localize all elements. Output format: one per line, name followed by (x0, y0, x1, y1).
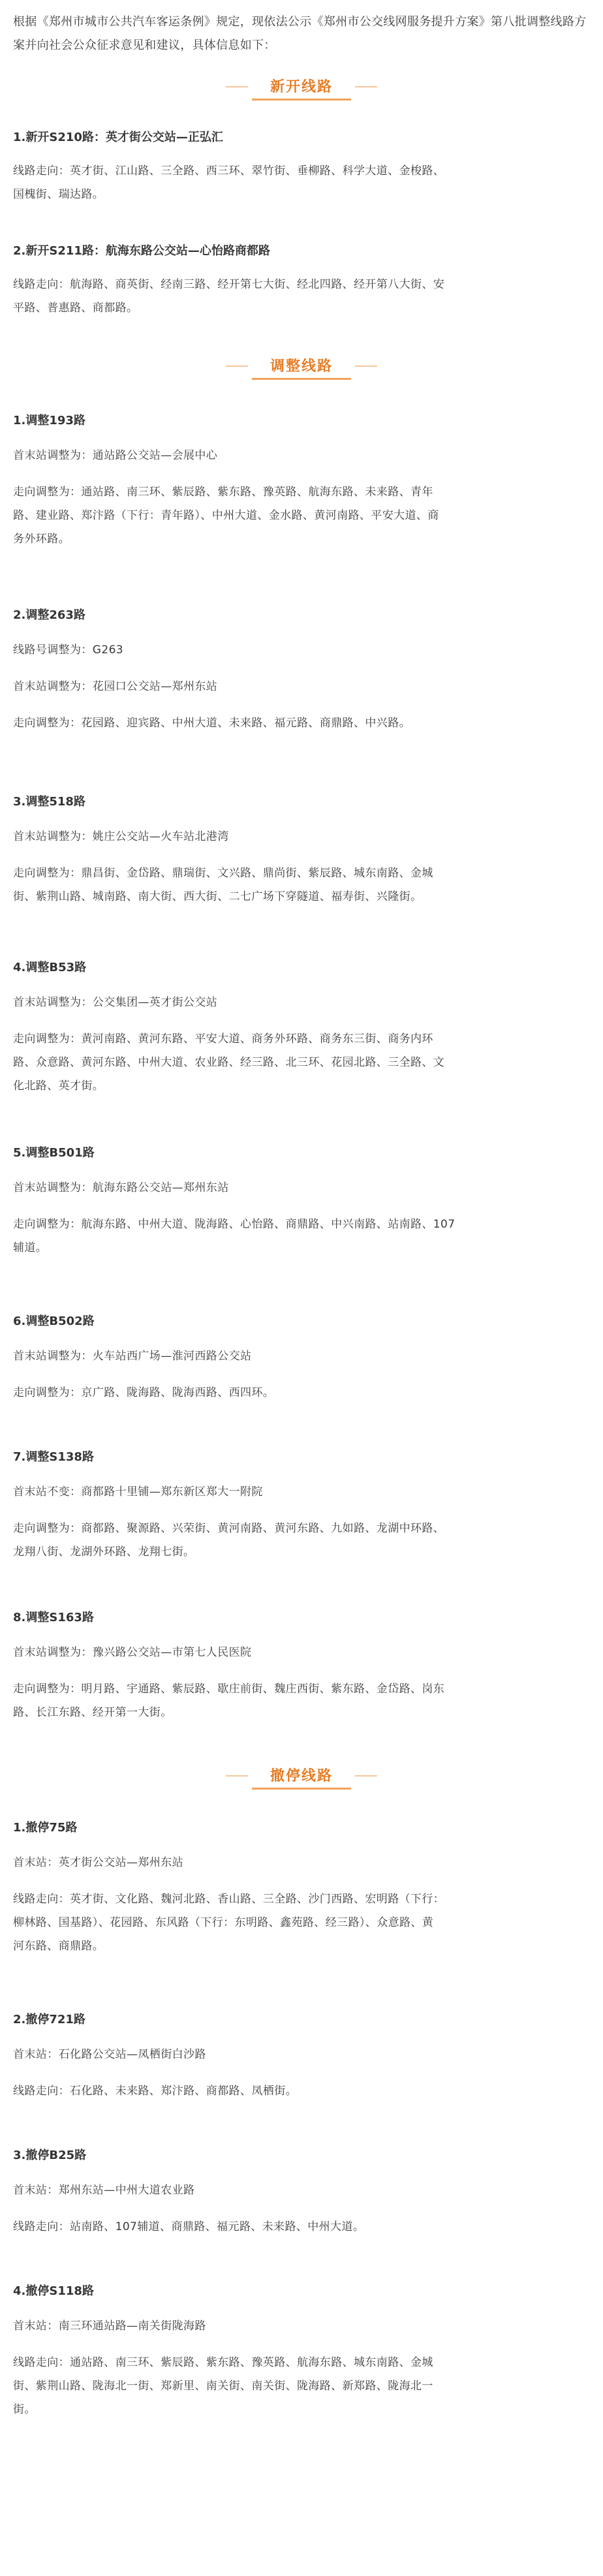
section-title-adjust: 调整线路 (252, 352, 351, 380)
route-line: 线路走向：英才街、江山路、三全路、西三环、翠竹街、垂柳路、科学大道、金梭路、 (13, 164, 445, 178)
route-line: 线路走向：石化路、未来路、郑汴路、商都路、凤栖街。 (13, 2085, 297, 2098)
route-line: 走向调整为：商都路、聚源路、兴荣街、黄河南路、黄河东路、九如路、龙湖中环路、 (13, 1522, 445, 1535)
route-title: 2.调整263路 (13, 608, 85, 622)
route-line: 路、众意路、黄河东路、中州大道、农业路、经三路、北三环、花园北路、三全路、文 (13, 1056, 445, 1069)
route-line: 线路走向：通站路、南三环、紫辰路、紫东路、豫英路、航海东路、城东南路、金城 (13, 2356, 433, 2369)
route-title: 2.撤停721路 (13, 2013, 85, 2026)
route-line: 务外环路。 (13, 533, 70, 546)
route-title: 3.调整518路 (13, 795, 85, 809)
route-title: 1.新开S210路：英才街公交站—正弘汇 (13, 131, 223, 144)
route-line: 街、紫荆山路、城南路、南大街、西大街、二七广场下穿隧道、福寿街、兴隆街。 (13, 890, 422, 903)
route-title: 3.撤停B25路 (13, 2149, 87, 2162)
route-title: 1.调整193路 (13, 414, 85, 427)
route-title: 4.撤停S118路 (13, 2284, 94, 2298)
route-line: 辅道。 (13, 1241, 48, 1254)
route-line: 首末站调整为：姚庄公交站—火车站北港湾 (13, 830, 229, 843)
route-line: 街、紫荆山路、陇海北一街、郑新里、南关街、南关街、陇海路、新郑路、陇海北一 (13, 2380, 433, 2393)
route-line: 首末站调整为：公交集团—英才街公交站 (13, 996, 218, 1009)
route-line: 首末站：郑州东站—中州大道农业路 (13, 2184, 195, 2197)
route-line: 街。 (13, 2403, 36, 2416)
route-line: 首末站：石化路公交站—凤栖街白沙路 (13, 2048, 206, 2061)
section-title-new: 新开线路 (252, 73, 351, 101)
route-line: 走向调整为：鼎昌街、金岱路、鼎瑞街、文兴路、鼎尚街、紫辰路、城东南路、金城 (13, 867, 433, 880)
route-line: 走向调整为：花园路、迎宾路、中州大道、未来路、福元路、商鼎路、中兴路。 (13, 717, 410, 730)
route-line: 首末站调整为：航海东路公交站—郑州东站 (13, 1181, 229, 1194)
adjust-routes-header (13, 352, 590, 380)
route-line: 龙翔八街、龙湖外环路、龙翔七街。 (13, 1545, 195, 1559)
route-line: 首末站调整为：火车站西广场—淮河西路公交站 (13, 1350, 252, 1363)
adjust-route-b502 (13, 1312, 590, 1404)
suspend-route-75 (13, 1818, 590, 1958)
new-route-1 (13, 128, 590, 206)
route-title: 7.调整S138路 (13, 1450, 94, 1464)
route-line: 线路走向：航海路、商英街、经南三路、经开第七大街、经北四路、经开第八大街、安 (13, 278, 445, 291)
adjust-route-s138 (13, 1448, 590, 1564)
route-line: 首末站调整为：花园口公交站—郑州东站 (13, 680, 218, 693)
route-line: 走向调整为：黄河南路、黄河东路、平安大道、商务外环路、商务东三街、商务内环 (13, 1032, 433, 1046)
route-title: 8.调整S163路 (13, 1611, 94, 1624)
adjust-route-518 (13, 792, 590, 908)
adjust-route-193 (13, 411, 590, 551)
new-route-2 (13, 241, 590, 320)
route-title: 2.新开S211路：航海东路公交站—心怡路商都路 (13, 244, 270, 258)
suspend-route-s118 (13, 2282, 590, 2421)
route-line: 河东路、商鼎路。 (13, 1940, 104, 1953)
route-line: 柳林路、国基路）、花园路、东风路（下行：东明路、鑫苑路、经三路）、众意路、黄 (13, 1916, 434, 1929)
route-title: 1.撤停75路 (13, 1821, 78, 1835)
route-line: 线路走向：英才街、文化路、魏河北路、香山路、三全路、沙门西路、宏明路（下行： (13, 1893, 445, 1906)
suspend-route-b25 (13, 2146, 590, 2239)
route-line: 首末站调整为：通站路公交站—会展中心 (13, 449, 218, 462)
section-title-suspend: 撤停线路 (252, 1762, 351, 1790)
route-line: 首末站：南三环通站路—南关街陇海路 (13, 2320, 206, 2333)
route-line: 走向调整为：明月路、宇通路、紫辰路、歇庄前街、魏庄西街、紫东路、金岱路、岗东 (13, 1683, 445, 1696)
adjust-route-263 (13, 606, 590, 735)
route-title: 5.调整B501路 (13, 1146, 95, 1160)
route-line: 路、长江东路、经开第一大街。 (13, 1706, 172, 1719)
route-line: 化北路、英才街。 (13, 1079, 104, 1093)
route-line: 线路走向：站南路、107辅道、商鼎路、福元路、未来路、中州大道。 (13, 2220, 365, 2233)
route-title: 6.调整B502路 (13, 1314, 95, 1328)
new-routes-header (13, 73, 590, 101)
adjust-route-b501 (13, 1143, 590, 1260)
route-line: 走向调整为：通站路、南三环、紫辰路、紫东路、豫英路、航海东路、未来路、青年 (13, 486, 433, 499)
route-line: 路、建业路、郑汴路（下行：青年路）、中州大道、金水路、黄河南路、平安大道、商 (13, 509, 439, 522)
route-line: 首末站不变：商都路十里铺—郑东新区郑大一附院 (13, 1485, 263, 1498)
intro-block (13, 5, 590, 57)
intro-text: 根据《郑州市城市公共汽车客运条例》规定，现依法公示《郑州市公交线网服务提升方案》第八批调整线路方案并向社会公众征求意见和建议，具体信息如下： (13, 15, 587, 52)
route-line: 线路号调整为：G263 (13, 644, 124, 657)
route-line: 走向调整为：航海东路、中州大道、陇海路、心怡路、商鼎路、中兴南路、站南路、107 (13, 1218, 456, 1231)
route-line: 首末站：英才街公交站—郑州东站 (13, 1856, 183, 1869)
suspend-route-721 (13, 2010, 590, 2103)
route-line: 平路、普惠路、商都路。 (13, 302, 138, 315)
route-line: 首末站调整为：豫兴路公交站—市第七人民医院 (13, 1646, 252, 1659)
adjust-route-s163 (13, 1608, 590, 1724)
route-title: 4.调整B53路 (13, 961, 87, 974)
adjust-route-b53 (13, 958, 590, 1098)
route-line: 走向调整为：京广路、陇海路、陇海西路、西四环。 (13, 1386, 275, 1399)
route-line: 国槐街、瑞达路。 (13, 188, 104, 201)
suspend-routes-header (13, 1762, 590, 1790)
